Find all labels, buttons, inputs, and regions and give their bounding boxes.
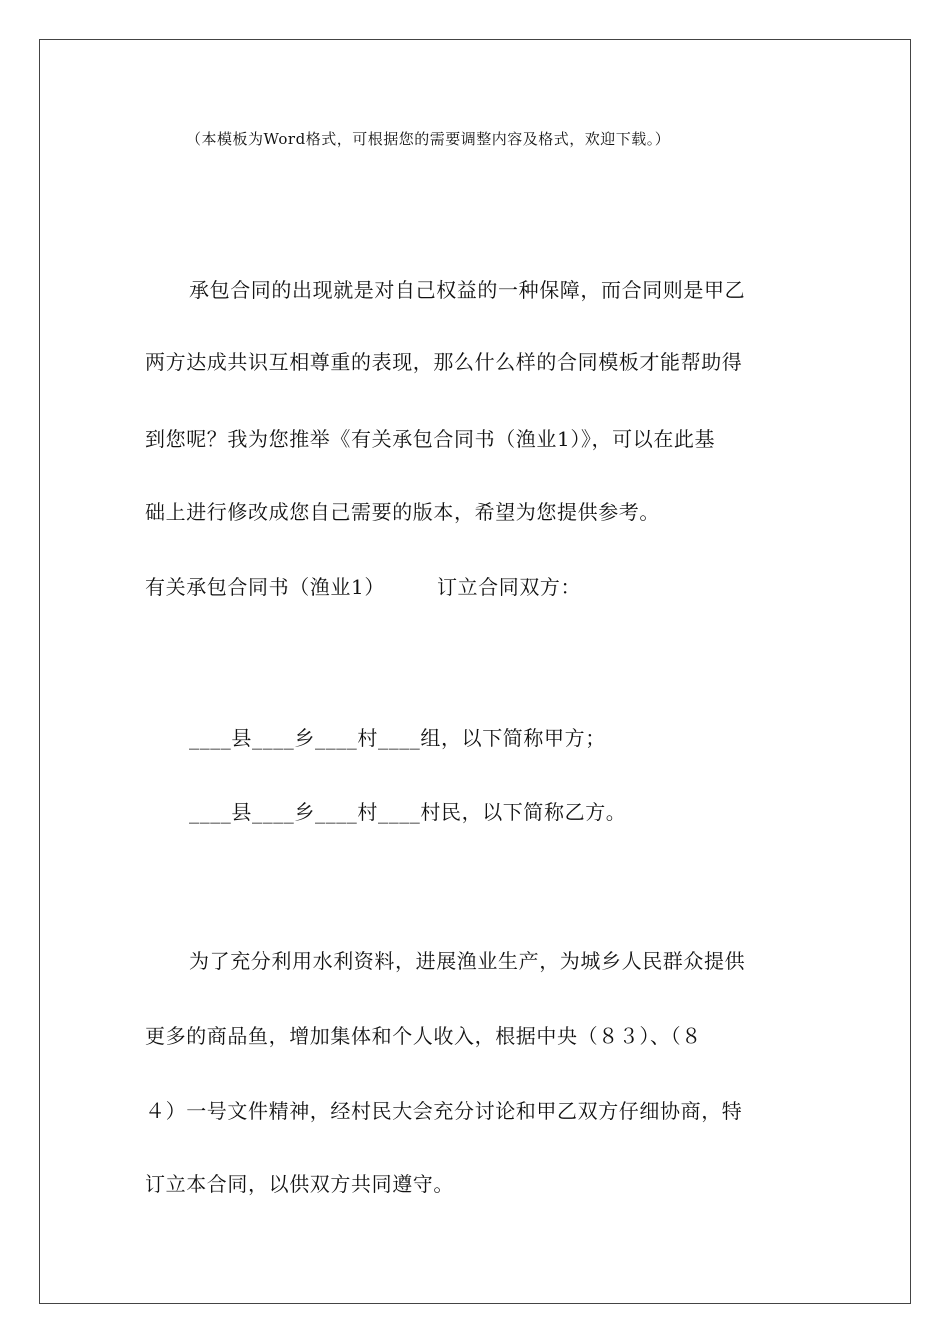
purpose-line-3: ４）一号文件精神，经村民大会充分讨论和甲乙双方仔细协商，特 <box>145 1099 743 1123</box>
intro-line-3: 到您呢？我为您推举《有关承包合同书（渔业1）》，可以在此基 <box>145 427 716 451</box>
parties-heading: 订立合同双方： <box>436 575 582 599</box>
party-a-line: ____县____乡____村____组，以下简称甲方； <box>189 726 606 750</box>
party-b-line: ____县____乡____村____村民，以下简称乙方。 <box>189 800 627 824</box>
contract-title: 有关承包合同书（渔业1） <box>145 575 385 599</box>
purpose-line-2: 更多的商品鱼，增加集体和个人收入，根据中央（８３）、（８ <box>145 1024 702 1048</box>
purpose-line-4: 订立本合同，以供双方共同遵守。 <box>145 1172 454 1196</box>
intro-line-4: 础上进行修改成您自己需要的版本，希望为您提供参考。 <box>145 500 660 524</box>
format-notice: （本模板为Word格式，可根据您的需要调整内容及格式，欢迎下载。） <box>186 130 671 148</box>
contract-heading-row <box>145 573 581 601</box>
intro-line-1: 承包合同的出现就是对自己权益的一种保障，而合同则是甲乙 <box>189 278 746 302</box>
purpose-line-1: 为了充分利用水利资料，进展渔业生产，为城乡人民群众提供 <box>189 949 746 973</box>
intro-line-2: 两方达成共识互相尊重的表现，那么什么样的合同模板才能帮助得 <box>145 350 743 374</box>
